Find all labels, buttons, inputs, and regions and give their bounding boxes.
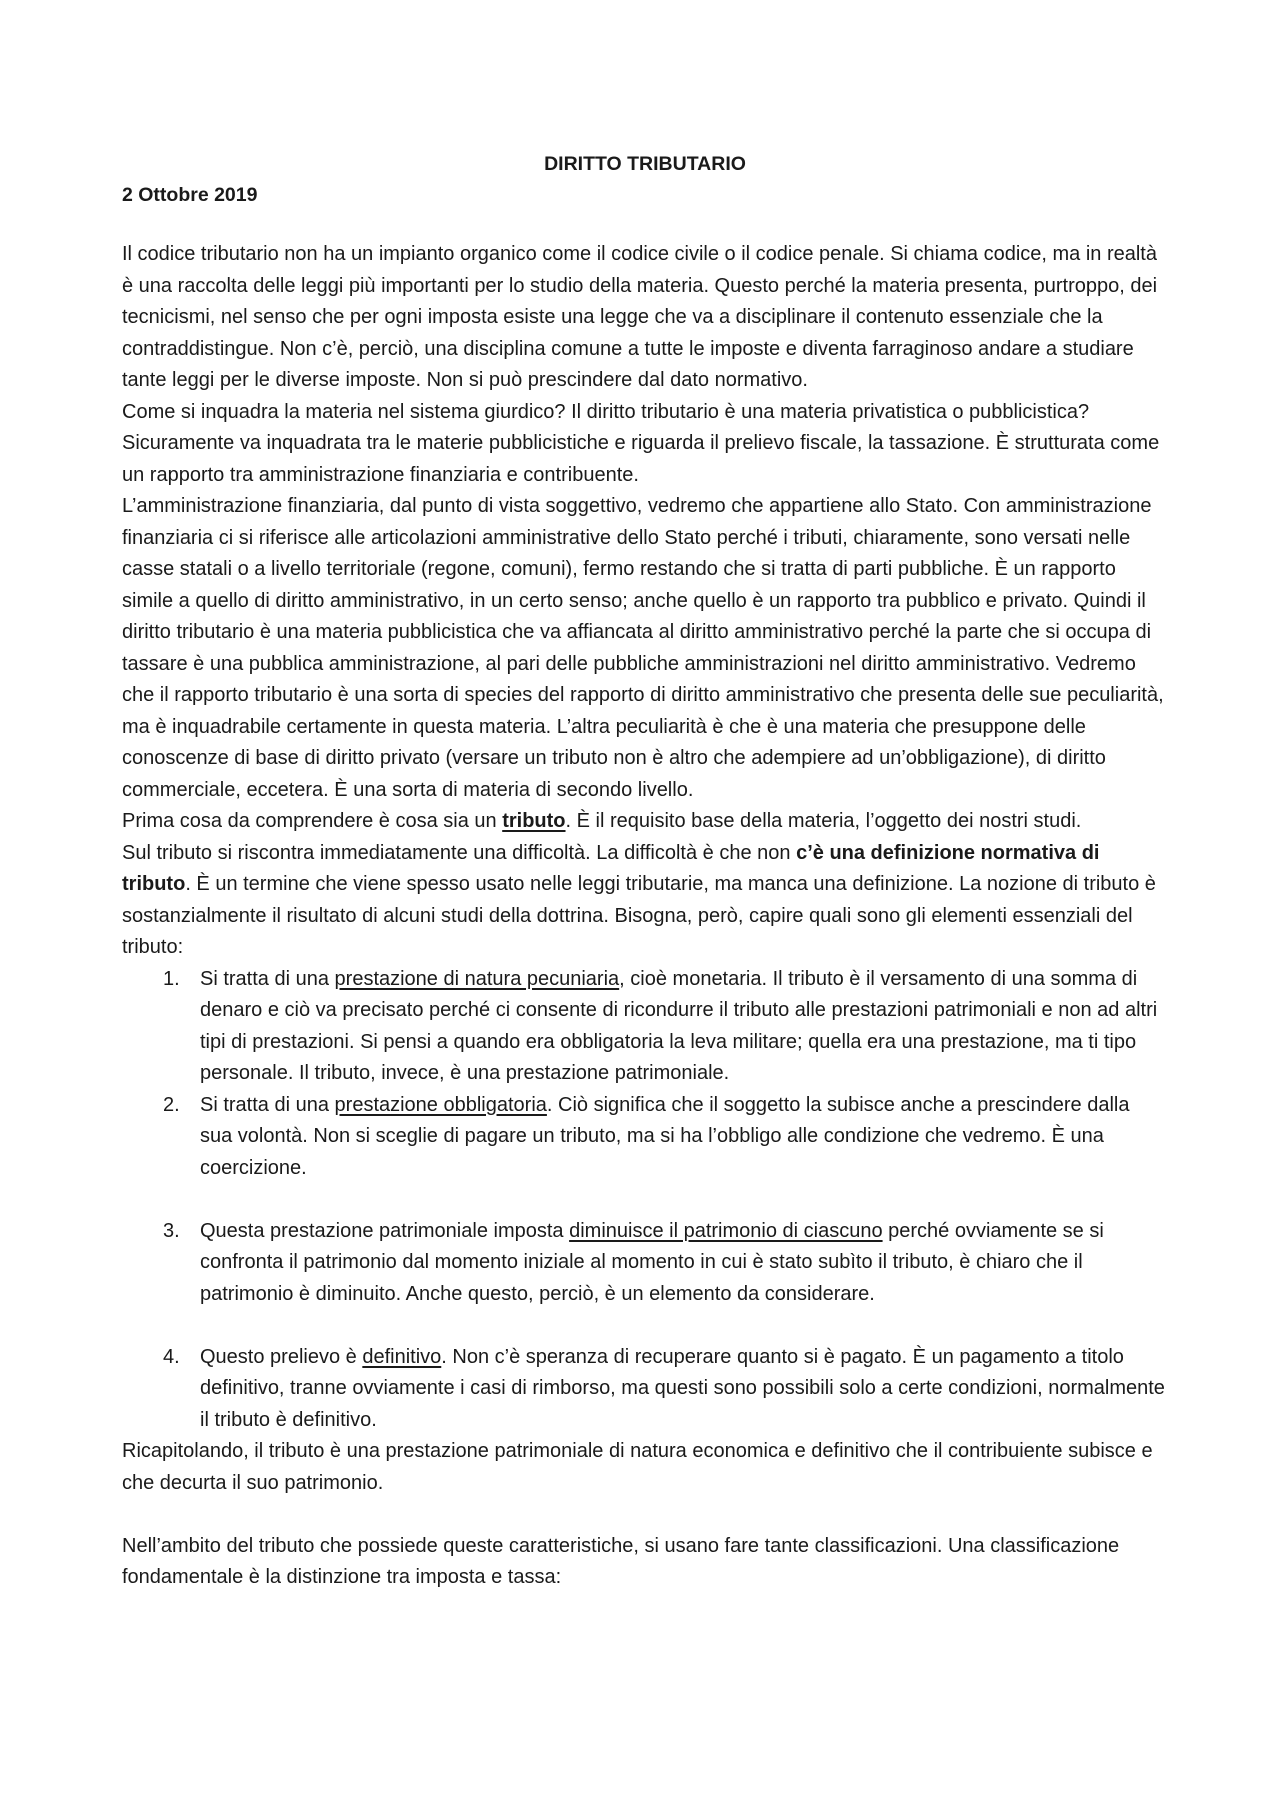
paragraph-closing: Nell’ambito del tributo che possiede queste caratteristiche, si usano fare tante classificazioni. Una classificazione fondamentale è la distinzione tra imposta e tassa:	[122, 1534, 1120, 1588]
list-item	[122, 1216, 1167, 1311]
list-number: 1.	[163, 967, 180, 990]
list-spacer	[122, 1310, 1167, 1342]
underlined-term: definitivo	[362, 1345, 442, 1368]
paragraph-spacer	[122, 1499, 1167, 1531]
paragraph-summary: Ricapitolando, il tributo è una prestazione patrimoniale di natura economica e definitivo che il contribuiente subisce e che decurta il suo patrimonio.	[122, 1440, 1153, 1494]
document-title: DIRITTO TRIBUTARIO	[544, 153, 746, 175]
underlined-term: diminuisce il patrimonio di ciascuno	[569, 1219, 883, 1242]
text-run: Questo prelievo è	[200, 1345, 363, 1368]
underlined-term: prestazione di natura pecuniaria	[334, 967, 620, 990]
paragraph-intro: Il codice tributario non ha un impianto organico come il codice civile o il codice penale. Si chiama codice, ma in realtà è una raccolta delle leggi più importanti per lo studio della materia. Questo perché la materia presenta, purtroppo, dei tecnicismi, nel senso che per ogni imposta esiste una legge che va a disciplinare il contenuto essenziale che la contraddistingue. Non c’è, perciò, una disciplina comune a tutte le imposte e diventa farraginoso andare a studiare tante leggi per le diverse imposte. Non si può prescindere dal dato normativo.	[122, 243, 1158, 391]
text-run: Sul tributo si riscontra immediatamente una difficoltà. La difficoltà è che non	[122, 841, 797, 864]
text-run: , cioè monetaria. Il tributo è il versamento di una somma di denaro e ciò va precisato perché ci consente di ricondurre il tributo alle prestazioni patrimoniali e non ad altri tipi di prestazioni. Si pensi a quando era obbligatoria la leva militare; quella era una prestazione, ma ti tipo personale. Il tributo, invece, è una prestazione patrimoniale.	[200, 967, 1158, 1084]
list-number: 4.	[163, 1345, 180, 1368]
text-run: Si tratta di una	[200, 967, 335, 990]
text-run: . È un termine che viene spesso usato nelle leggi tributarie, ma manca una definizione. La nozione di tributo è sostanzialmente il risultato di alcuni studi della dottrina. Bisogna, però, capire quali sono gli elementi essenziali del tributo:	[122, 873, 1156, 958]
list-number: 2.	[163, 1093, 180, 1116]
text-run: Questa prestazione patrimoniale imposta	[200, 1219, 570, 1242]
elements-list	[122, 964, 1167, 1437]
paragraph-classification: Come si inquadra la materia nel sistema giurdico? Il diritto tributario è una materia privatistica o pubblicistica? Sicuramente va inquadrata tra le materie pubblicistiche e riguarda il prelievo fiscale, la tassazione. È strutturata come un rapporto tra amministrazione finanziaria e contribuente.	[122, 400, 1160, 486]
text-run: . È il requisito base della materia, l’oggetto dei nostri studi.	[565, 810, 1082, 832]
paragraph-definition	[122, 838, 1167, 964]
text-run: . Ciò significa che il soggetto la subisce anche a prescindere dalla sua volontà. Non si sceglie di pagare un tributo, ma si ha l’obbligo alle condizione che vedremo. È una coercizione.	[200, 1093, 1130, 1179]
document-date: 2 Ottobre 2019	[122, 184, 258, 206]
list-number: 3.	[163, 1219, 180, 1242]
bold-phrase: c’è una definizione normativa di tributo	[122, 841, 1100, 895]
paragraph-tributo-intro	[122, 806, 1167, 838]
document-body	[122, 239, 1167, 1594]
paragraph-administration: L’amministrazione finanziaria, dal punto di vista soggettivo, vedremo che appartiene allo Stato. Con amministrazione finanziaria ci si riferisce alle articolazioni amministrative dello Stato perché i tributi, chiaramente, sono versati nelle casse statali o a livello territoriale (regone, comuni), fermo restando che si tratta di parti pubbliche. È un rapporto simile a quello di diritto amministrativo, in un certo senso; anche quello è un rapporto tra pubblico e privato. Quindi il diritto tributario è una materia pubblicistica che va affiancata al diritto amministrativo perché la parte che si occupa di tassare è una pubblica amministrazione, al pari delle pubbliche amministrazioni nel diritto amministrativo. Vedremo che il rapporto tributario è una sorta di species del rapporto di diritto amministrativo che presenta delle sue peculiarità, ma è inquadrabile certamente in questa materia. L’altra peculiarità è che è una materia che presuppone delle conoscenze di base di diritto privato (versare un tributo non è altro che adempiere ad un’obbligazione), di diritto commerciale, eccetera. È una sorta di materia di secondo livello.	[122, 495, 1164, 801]
text-run: Si tratta di una	[200, 1093, 335, 1116]
text-run: . Non c’è speranza di recuperare quanto si è pagato. È un pagamento a titolo definitivo, tranne ovviamente i casi di rimborso, ma questi sono possibili solo a certe condizioni, normalmente il tributo è definitivo.	[200, 1345, 1165, 1431]
list-spacer	[122, 1184, 1167, 1216]
list-item	[122, 1090, 1167, 1185]
list-item	[122, 1342, 1167, 1437]
list-item	[122, 964, 1167, 1090]
underlined-term: prestazione obbligatoria	[334, 1093, 547, 1116]
text-run: perché ovviamente se si confronta il patrimonio dal momento iniziale al momento in cui è stato subìto il tributo, è chiaro che il patrimonio è diminuito. Anche questo, perciò, è un elemento da considerare.	[200, 1219, 1104, 1305]
text-run: Prima cosa da comprendere è cosa sia un	[122, 810, 503, 832]
term-tributo: tributo	[502, 810, 566, 832]
